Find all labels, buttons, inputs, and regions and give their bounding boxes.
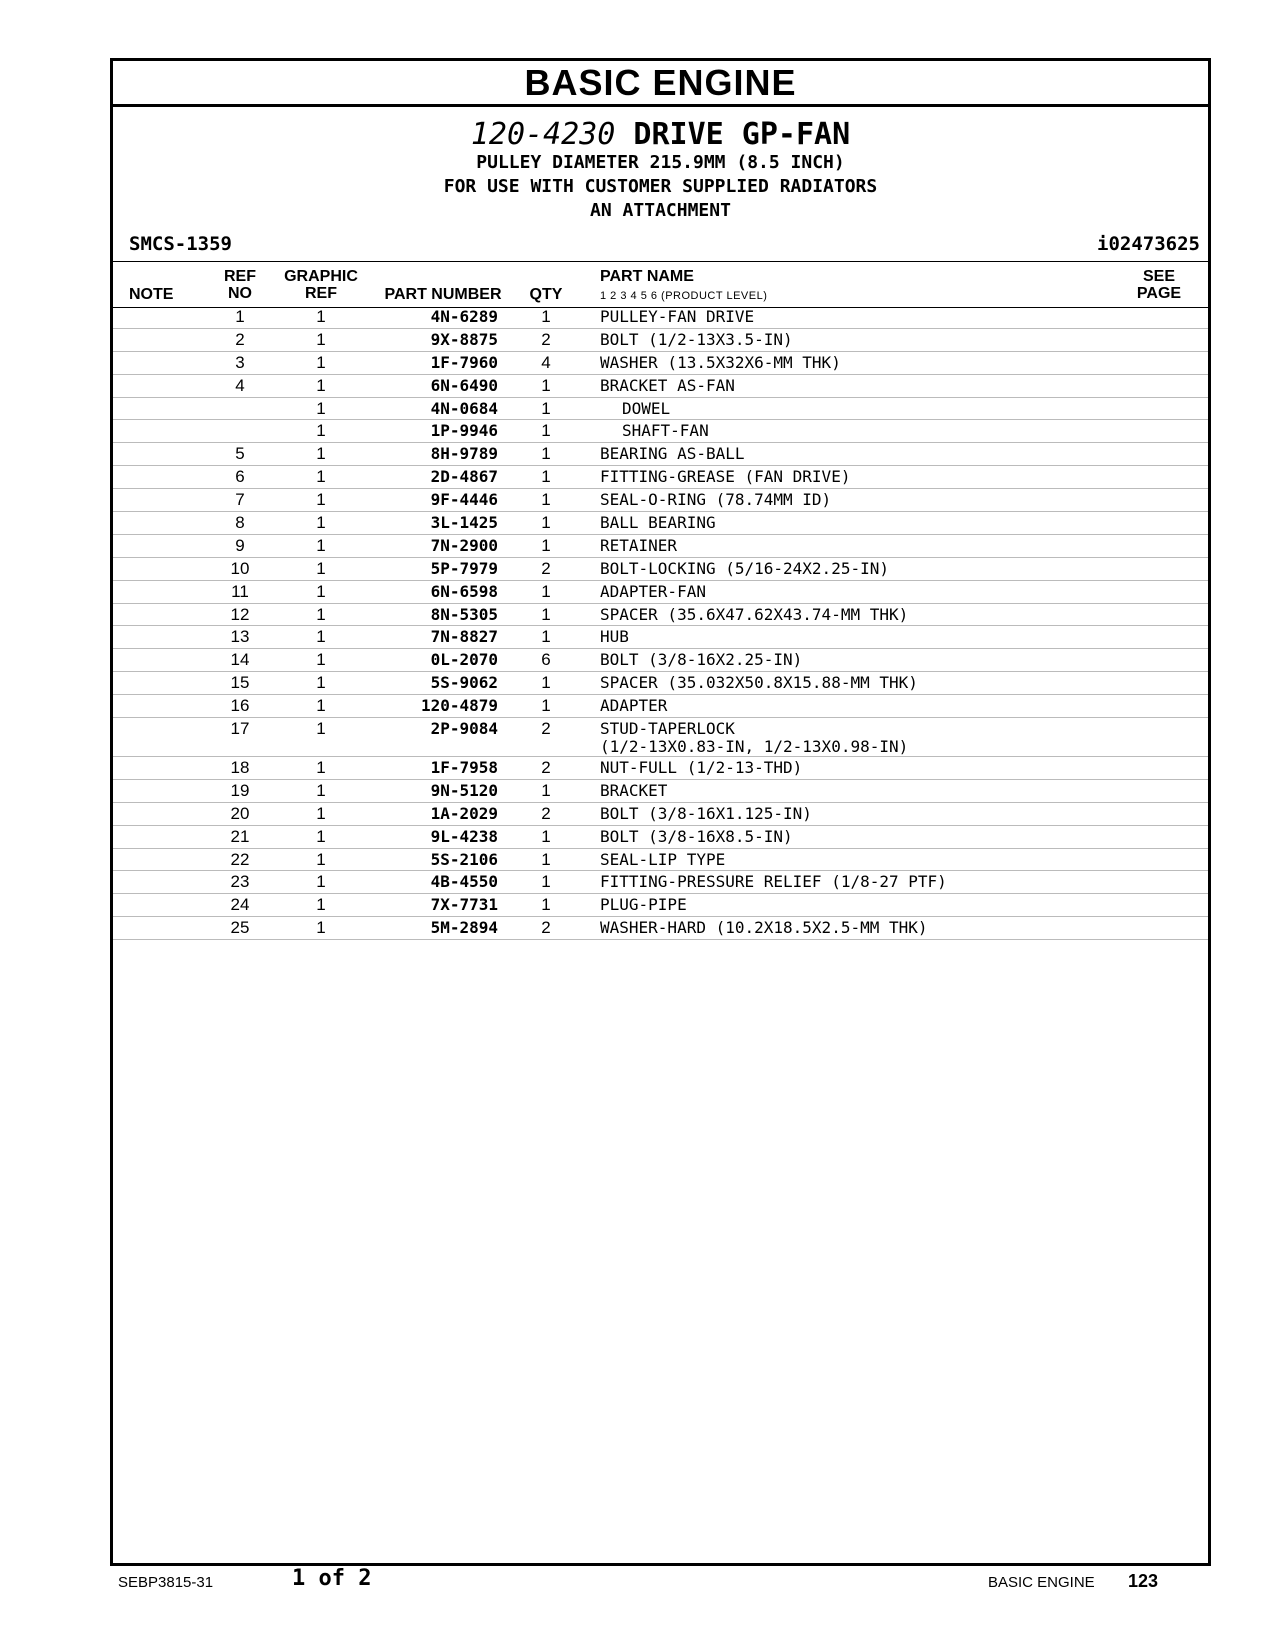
part-number-cell: 1A-2029 — [430, 803, 498, 823]
part-name-cell: BOLT-LOCKING (5/16-24X2.25-IN) — [600, 558, 889, 578]
table-row — [113, 535, 1208, 558]
graphic-ref-cell: 1 — [316, 758, 326, 778]
qty-cell: 2 — [541, 803, 551, 823]
graphic-ref-cell: 1 — [316, 895, 326, 915]
header-see-page — [1134, 268, 1184, 302]
header-see-line1: SEE — [1142, 268, 1175, 285]
part-number-cell: 8N-5305 — [430, 604, 498, 624]
table-row — [113, 352, 1208, 375]
qty-cell: 4 — [541, 352, 551, 372]
table-row — [113, 718, 1208, 757]
header-graphic-line1: GRAPHIC — [284, 268, 358, 285]
qty-cell: 1 — [541, 826, 551, 846]
ref-no-cell: 25 — [230, 918, 250, 938]
part-number-cell: 6N-6490 — [430, 375, 498, 395]
header-see-line2: PAGE — [1136, 285, 1182, 302]
graphic-ref-cell: 1 — [316, 421, 326, 441]
graphic-ref-cell: 1 — [316, 513, 326, 533]
graphic-ref-cell: 1 — [316, 604, 326, 624]
qty-cell: 1 — [541, 780, 551, 800]
table-row — [113, 871, 1208, 894]
ref-no-cell: 2 — [235, 329, 245, 349]
qty-cell: 1 — [541, 375, 551, 395]
ref-no-cell: 14 — [230, 650, 250, 670]
ref-no-cell: 17 — [230, 719, 250, 739]
part-name-cell: WASHER (13.5X32X6-MM THK) — [600, 352, 841, 372]
part-name-cell: SPACER (35.6X47.62X43.74-MM THK) — [600, 604, 909, 624]
graphic-ref-cell: 1 — [316, 490, 326, 510]
table-row — [113, 917, 1208, 940]
graphic-ref-cell: 1 — [316, 535, 326, 555]
qty-cell: 1 — [541, 872, 551, 892]
table-row — [113, 672, 1208, 695]
qty-cell: 1 — [541, 444, 551, 464]
header-ref-no — [217, 268, 263, 302]
ref-no-cell: 1 — [235, 307, 245, 326]
part-name-cell: ADAPTER — [600, 696, 668, 716]
table-row — [113, 489, 1208, 512]
footer-page-number: 123 — [1128, 1571, 1159, 1591]
graphic-ref-cell: 1 — [316, 307, 326, 326]
graphic-ref-cell: 1 — [316, 581, 326, 601]
part-number-cell: 9F-4446 — [430, 490, 498, 510]
table-row — [113, 604, 1208, 627]
footer-page-of: 1 of 2 — [292, 1566, 372, 1591]
ref-no-cell: 12 — [230, 604, 250, 624]
header-qty: QTY — [529, 286, 563, 303]
group-subtitle-3: AN ATTACHMENT — [590, 200, 731, 221]
part-name-cell: BEARING AS-BALL — [600, 444, 745, 464]
table-row — [113, 581, 1208, 604]
graphic-ref-cell: 1 — [316, 918, 326, 938]
header-part-name: PART NAME — [600, 268, 694, 285]
part-number-cell: 9L-4238 — [430, 826, 498, 846]
part-number-cell: 2D-4867 — [430, 467, 498, 487]
ref-no-cell: 22 — [230, 849, 250, 869]
part-number-cell: 7X-7731 — [430, 895, 498, 915]
part-name-cell: FITTING-GREASE (FAN DRIVE) — [600, 467, 851, 487]
ref-no-cell: 20 — [230, 803, 250, 823]
part-number-cell: 7N-2900 — [430, 535, 498, 555]
graphic-ref-cell: 1 — [316, 627, 326, 647]
table-row — [113, 826, 1208, 849]
table-row — [113, 649, 1208, 672]
qty-cell: 1 — [541, 627, 551, 647]
header-graphic-line2: REF — [305, 285, 337, 302]
part-name-cell: HUB — [600, 627, 629, 647]
part-number-cell: 4B-4550 — [430, 872, 498, 892]
part-number-cell: 5P-7979 — [430, 558, 498, 578]
graphic-ref-cell: 1 — [316, 872, 326, 892]
qty-cell: 6 — [541, 650, 551, 670]
part-name-cell: SEAL-LIP TYPE — [600, 849, 726, 869]
part-name-cell: BRACKET — [600, 780, 668, 800]
group-subtitle-2: FOR USE WITH CUSTOMER SUPPLIED RADIATORS — [443, 176, 878, 197]
graphic-ref-cell: 1 — [316, 673, 326, 693]
footer-section: BASIC ENGINE — [988, 1574, 1095, 1591]
part-number-cell: 0L-2070 — [430, 650, 498, 670]
table-row — [113, 398, 1208, 421]
qty-cell: 1 — [541, 421, 551, 441]
ref-no-cell: 9 — [235, 535, 245, 555]
table-row — [113, 375, 1208, 398]
table-row — [113, 757, 1208, 780]
qty-cell: 1 — [541, 535, 551, 555]
table-row — [113, 306, 1208, 329]
group-subtitle-1: PULLEY DIAMETER 215.9MM (8.5 INCH) — [476, 152, 845, 173]
ref-no-cell: 7 — [235, 490, 245, 510]
graphic-ref-cell: 1 — [316, 558, 326, 578]
graphic-ref-cell: 1 — [316, 719, 326, 739]
qty-cell: 1 — [541, 604, 551, 624]
parts-table-body — [113, 306, 1208, 940]
ref-no-cell: 10 — [230, 558, 250, 578]
document-id: i02473625 — [1097, 233, 1200, 255]
qty-cell: 1 — [541, 398, 551, 418]
graphic-ref-cell: 1 — [316, 826, 326, 846]
graphic-ref-cell: 1 — [316, 780, 326, 800]
page-frame — [110, 58, 1211, 1566]
part-number-cell: 4N-0684 — [430, 398, 498, 418]
table-row — [113, 849, 1208, 872]
header-graphic-ref — [281, 268, 361, 302]
qty-cell: 2 — [541, 558, 551, 578]
part-number-cell: 5S-2106 — [430, 849, 498, 869]
qty-cell: 1 — [541, 467, 551, 487]
graphic-ref-cell: 1 — [316, 650, 326, 670]
part-name-cell: ADAPTER-FAN — [600, 581, 706, 601]
part-name-cell: BOLT (3/8-16X2.25-IN) — [600, 650, 803, 670]
group-title — [113, 117, 1208, 152]
part-name-cell: STUD-TAPERLOCK (1/2-13X0.83-IN, 1/2-13X0.98-IN) — [600, 719, 909, 757]
qty-cell: 2 — [541, 329, 551, 349]
qty-cell: 1 — [541, 895, 551, 915]
table-row — [113, 894, 1208, 917]
table-row — [113, 443, 1208, 466]
qty-cell: 1 — [541, 581, 551, 601]
table-row — [113, 803, 1208, 826]
smcs-code: SMCS-1359 — [129, 233, 232, 255]
part-name-cell: SPACER (35.032X50.8X15.88-MM THK) — [600, 673, 918, 693]
graphic-ref-cell: 1 — [316, 375, 326, 395]
graphic-ref-cell: 1 — [316, 329, 326, 349]
footer-publication-code: SEBP3815-31 — [118, 1574, 214, 1591]
ref-no-cell: 23 — [230, 872, 250, 892]
table-row — [113, 512, 1208, 535]
part-name-cell: BOLT (3/8-16X1.125-IN) — [600, 803, 812, 823]
part-name-cell: FITTING-PRESSURE RELIEF (1/8-27 PTF) — [600, 872, 947, 892]
qty-cell: 1 — [541, 849, 551, 869]
table-row — [113, 780, 1208, 803]
table-row — [113, 558, 1208, 581]
qty-cell: 1 — [541, 696, 551, 716]
section-title: BASIC ENGINE — [113, 61, 1208, 107]
header-ref-line2: NO — [228, 285, 252, 302]
part-number-cell: 7N-8827 — [430, 627, 498, 647]
part-number-cell: 2P-9084 — [430, 719, 498, 739]
qty-cell: 2 — [541, 758, 551, 778]
header-ref-line1: REF — [224, 268, 256, 285]
part-number-cell: 9N-5120 — [430, 780, 498, 800]
part-number-cell: 120-4879 — [420, 696, 498, 716]
group-number: 120-4230 — [470, 117, 616, 152]
part-number-cell: 9X-8875 — [430, 329, 498, 349]
ref-no-cell: 19 — [230, 780, 250, 800]
part-name-cell: WASHER-HARD (10.2X18.5X2.5-MM THK) — [600, 918, 928, 938]
part-name-cell: NUT-FULL (1/2-13-THD) — [600, 758, 803, 778]
part-name-cell: BRACKET AS-FAN — [600, 375, 735, 395]
table-row — [113, 466, 1208, 489]
graphic-ref-cell: 1 — [316, 849, 326, 869]
ref-no-cell: 4 — [235, 375, 245, 395]
part-number-cell: 5S-9062 — [430, 673, 498, 693]
ref-no-cell: 6 — [235, 467, 245, 487]
table-row — [113, 695, 1208, 718]
ref-no-cell: 8 — [235, 513, 245, 533]
part-number-cell: 5M-2894 — [430, 918, 498, 938]
ref-no-cell: 18 — [230, 758, 250, 778]
qty-cell: 1 — [541, 307, 551, 326]
qty-cell: 1 — [541, 673, 551, 693]
part-name-cell: RETAINER — [600, 535, 678, 555]
part-name-cell: DOWEL — [622, 398, 671, 418]
part-name-cell: BOLT (3/8-16X8.5-IN) — [600, 826, 793, 846]
qty-cell: 1 — [541, 513, 551, 533]
ref-no-cell: 11 — [231, 581, 249, 601]
qty-cell: 2 — [541, 918, 551, 938]
part-name-cell: PULLEY-FAN DRIVE — [600, 307, 755, 326]
part-name-cell: SEAL-O-RING (78.74MM ID) — [600, 490, 832, 510]
part-name-cell: PLUG-PIPE — [600, 895, 687, 915]
graphic-ref-cell: 1 — [316, 398, 326, 418]
table-row — [113, 420, 1208, 443]
header-part-number: PART NUMBER — [384, 286, 502, 303]
graphic-ref-cell: 1 — [316, 444, 326, 464]
table-header — [113, 261, 1208, 308]
graphic-ref-cell: 1 — [316, 803, 326, 823]
part-number-cell: 8H-9789 — [430, 444, 498, 464]
part-number-cell: 3L-1425 — [430, 513, 498, 533]
table-row — [113, 329, 1208, 352]
ref-no-cell: 24 — [230, 895, 250, 915]
header-note: NOTE — [129, 286, 174, 303]
part-number-cell: 1P-9946 — [430, 421, 498, 441]
header-product-level: 1 2 3 4 5 6 (PRODUCT LEVEL) — [600, 290, 768, 302]
ref-no-cell: 16 — [230, 696, 250, 716]
part-name-cell: SHAFT-FAN — [622, 421, 709, 441]
graphic-ref-cell: 1 — [316, 352, 326, 372]
ref-no-cell: 15 — [230, 673, 250, 693]
qty-cell: 1 — [541, 490, 551, 510]
table-row — [113, 626, 1208, 649]
part-number-cell: 4N-6289 — [430, 307, 498, 326]
graphic-ref-cell: 1 — [316, 467, 326, 487]
part-name-cell: BALL BEARING — [600, 513, 716, 533]
part-number-cell: 6N-6598 — [430, 581, 498, 601]
ref-no-cell: 13 — [230, 627, 250, 647]
part-name-cell: BOLT (1/2-13X3.5-IN) — [600, 329, 793, 349]
qty-cell: 2 — [541, 719, 551, 739]
ref-no-cell: 21 — [230, 826, 250, 846]
part-number-cell: 1F-7960 — [430, 352, 498, 372]
part-number-cell: 1F-7958 — [430, 758, 498, 778]
group-name: DRIVE GP-FAN — [633, 117, 851, 152]
ref-no-cell: 5 — [235, 444, 245, 464]
ref-no-cell: 3 — [235, 352, 245, 372]
graphic-ref-cell: 1 — [316, 696, 326, 716]
